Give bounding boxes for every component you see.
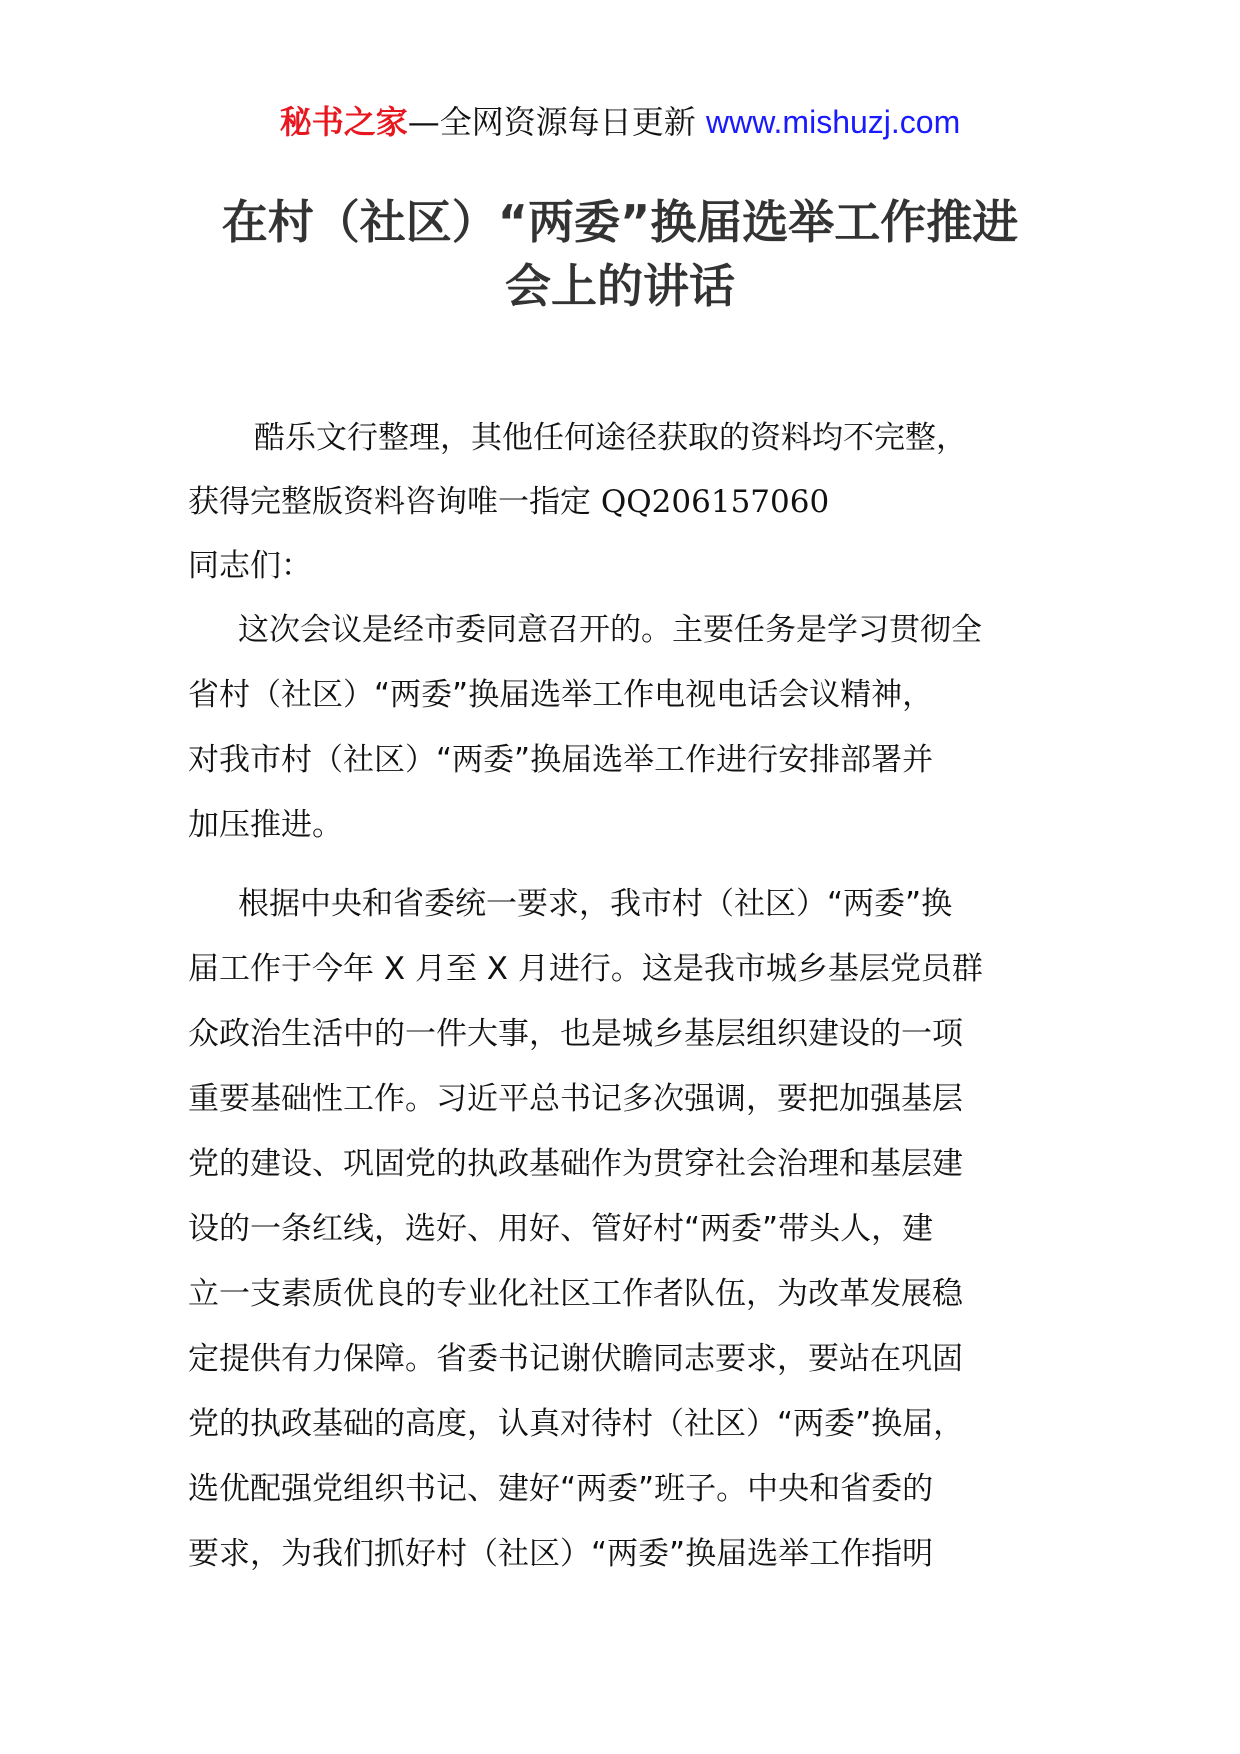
paragraph-line: 党的建设、巩固党的执政基础作为贯穿社会治理和基层建 <box>188 1146 963 1182</box>
source-notice <box>188 406 1068 534</box>
paragraph-line: 届工作于今年 X 月至 X 月进行。这是我市城乡基层党员群 <box>188 951 983 987</box>
paragraph-line: 设的一条红线，选好、用好、管好村“两委”带头人，建 <box>188 1211 934 1247</box>
document-title <box>190 190 1050 318</box>
paragraph-line: 定提供有力保障。省委书记谢伏瞻同志要求，要站在巩固 <box>188 1341 963 1377</box>
paragraph-1 <box>188 598 1068 858</box>
paragraph-line: 加压推进。 <box>188 807 343 843</box>
notice-line-2: 获得完整版资料咨询唯一指定 QQ206157060 <box>188 484 830 520</box>
site-url-link[interactable]: www.mishuzj.com <box>705 104 961 140</box>
greeting: 同志们： <box>188 548 312 584</box>
title-line-2: 会上的讲话 <box>505 259 735 313</box>
paragraph-line: 选优配强党组织书记、建好“两委”班子。中央和省委的 <box>188 1471 934 1507</box>
paragraph-line: 重要基础性工作。习近平总书记多次强调，要把加强基层 <box>188 1081 963 1117</box>
paragraph-line: 党的执政基础的高度，认真对待村（社区）“两委”换届， <box>188 1406 965 1442</box>
paragraph-line: 对我市村（社区）“两委”换届选举工作进行安排部署并 <box>188 742 934 778</box>
paragraph-line: 众政治生活中的一件大事，也是城乡基层组织建设的一项 <box>188 1016 963 1052</box>
notice-line-1: 酷乐文行整理，其他任何途径获取的资料均不完整， <box>254 420 967 456</box>
site-header <box>0 100 1240 144</box>
header-tagline: —全网资源每日更新 <box>407 103 706 141</box>
paragraph-line: 要求，为我们抓好村（社区）“两委”换届选举工作指明 <box>188 1536 934 1572</box>
paragraph-line: 省村（社区）“两委”换届选举工作电视电话会议精神， <box>188 677 934 713</box>
brand-name: 秘书之家 <box>279 103 408 141</box>
title-line-1: 在村（社区）“两委”换届选举工作推进 <box>221 195 1019 249</box>
paragraph-2 <box>188 872 1068 1587</box>
paragraph-line: 立一支素质优良的专业化社区工作者队伍，为改革发展稳 <box>188 1276 963 1312</box>
paragraph-line: 这次会议是经市委同意召开的。主要任务是学习贯彻全 <box>238 612 982 648</box>
paragraph-line: 根据中央和省委统一要求，我市村（社区）“两委”换 <box>238 886 953 922</box>
